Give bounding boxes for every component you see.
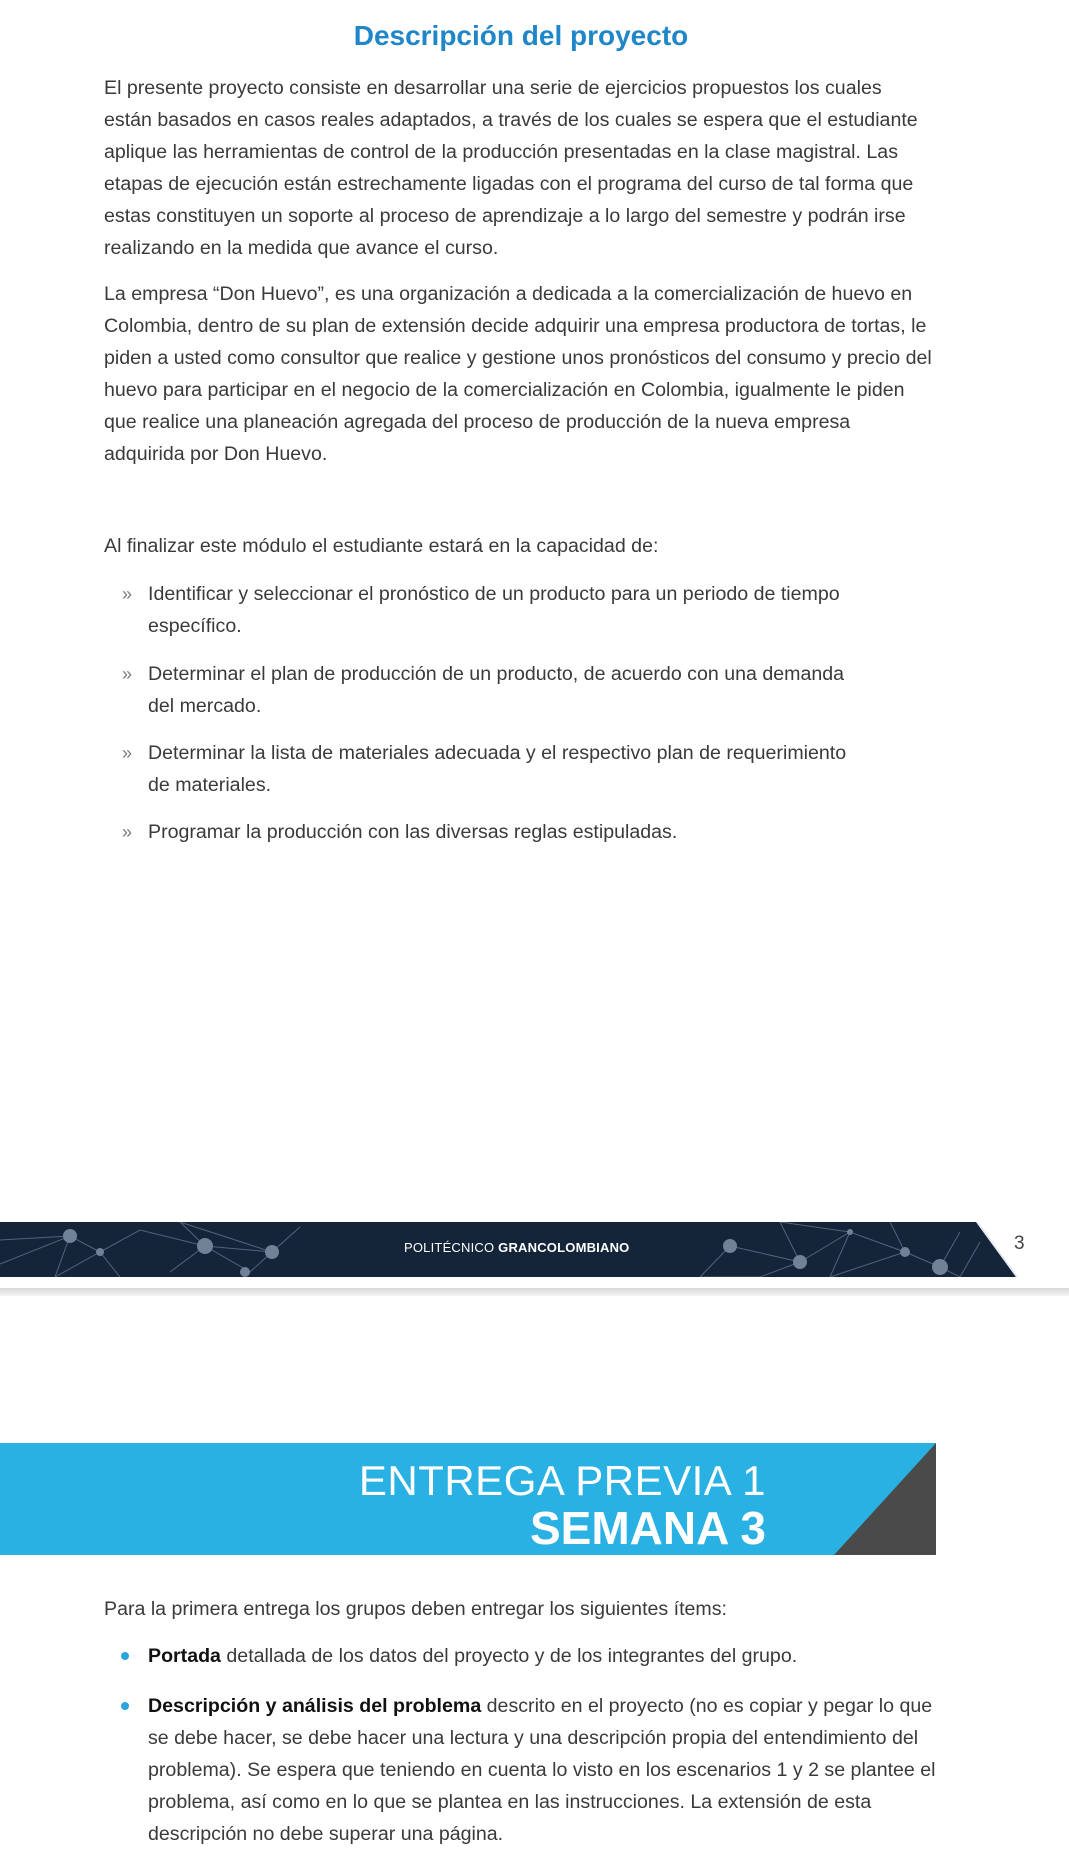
delivery-item-bold: Portada — [148, 1645, 221, 1667]
brand-bold-text: GRANCOLOMBIANO — [498, 1240, 630, 1255]
delivery-item-text: detallada de los datos del proyecto y de los integrantes del grupo. — [220, 1645, 798, 1667]
delivery-item-bold: Descripción y análisis del problema — [148, 1695, 482, 1717]
banner-title-line2: SEMANA 3 — [530, 1502, 766, 1554]
delivery-lead-text: Para la primera entrega los grupos deben entregar los siguientes ítems: — [104, 1598, 727, 1620]
company-scenario-paragraph: La empresa “Don Huevo”, es una organización a dedicada a la comercialización de huevo en Colombia, dentro de su plan de extensión decide adquirir una empresa productora de tortas, le piden a usted como consultor que realice y gestione unos pronósticos del consumo y precio del huevo para participar en el negocio de la comercialización en Colombia, igualmente le piden que realice una planeación agregada del proceso de producción de la nueva empresa adquirida por Don Huevo. — [104, 283, 932, 465]
raquo-bullet-icon: » — [122, 584, 133, 604]
page-number: 3 — [1014, 1233, 1025, 1254]
objective-item — [122, 578, 868, 642]
delivery-item — [148, 1690, 938, 1850]
objective-item — [122, 816, 868, 848]
objective-text: Determinar el plan de producción de un producto, de acuerdo con una demanda del mercado. — [148, 663, 845, 717]
bullet-dot-icon — [121, 1702, 129, 1710]
section-banner — [0, 1443, 936, 1555]
section-title: Descripción del proyecto — [353, 20, 689, 51]
raquo-bullet-icon: » — [122, 822, 133, 842]
banner-title-line1: ENTREGA PREVIA 1 — [358, 1457, 766, 1504]
brand-light-text: POLITÉCNICO — [404, 1240, 499, 1255]
objective-text: Identificar y seleccionar el pronóstico de un producto para un periodo de tiempo específico. — [148, 583, 840, 637]
objective-text: Determinar la lista de materiales adecuada y el respectivo plan de requerimiento de materiales. — [148, 742, 847, 796]
delivery-item-text: descrito en el proyecto (no es copiar y pegar lo que se debe hacer, se debe hacer una lectura y una descripción propia del entendimiento del problema). Se espera que teniendo en cuenta lo visto en los escenarios 1 y 2 se plantee el problema, así como en lo que se plantea en las instrucciones. La extensión de esta descripción no debe superar una página. — [148, 1695, 936, 1845]
project-description-paragraph: El presente proyecto consiste en desarrollar una serie de ejercicios propuestos los cuales están basados en casos reales adaptados, a través de los cuales se espera que el estudiante aplique las herramientas de control de la producción presentadas en la clase magistral. Las etapas de ejecución están estrechamente ligadas con el programa del curso de tal forma que estas constituyen un soporte al proceso de aprendizaje a lo largo del semestre y podrán irse realizando en la medida que avance el curso. — [104, 77, 918, 259]
objective-item — [122, 658, 868, 722]
raquo-bullet-icon: » — [122, 743, 133, 763]
page-footer — [0, 1222, 1069, 1277]
objectives-intro: Al finalizar este módulo el estudiante estará en la capacidad de: — [104, 535, 659, 557]
raquo-bullet-icon: » — [122, 664, 133, 684]
page-separator — [0, 1288, 1069, 1296]
bullet-dot-icon — [121, 1652, 129, 1660]
objective-text: Programar la producción con las diversas reglas estipuladas. — [148, 821, 678, 843]
delivery-item — [148, 1640, 938, 1672]
footer-brand-name — [404, 1240, 630, 1255]
objective-item — [122, 737, 868, 801]
